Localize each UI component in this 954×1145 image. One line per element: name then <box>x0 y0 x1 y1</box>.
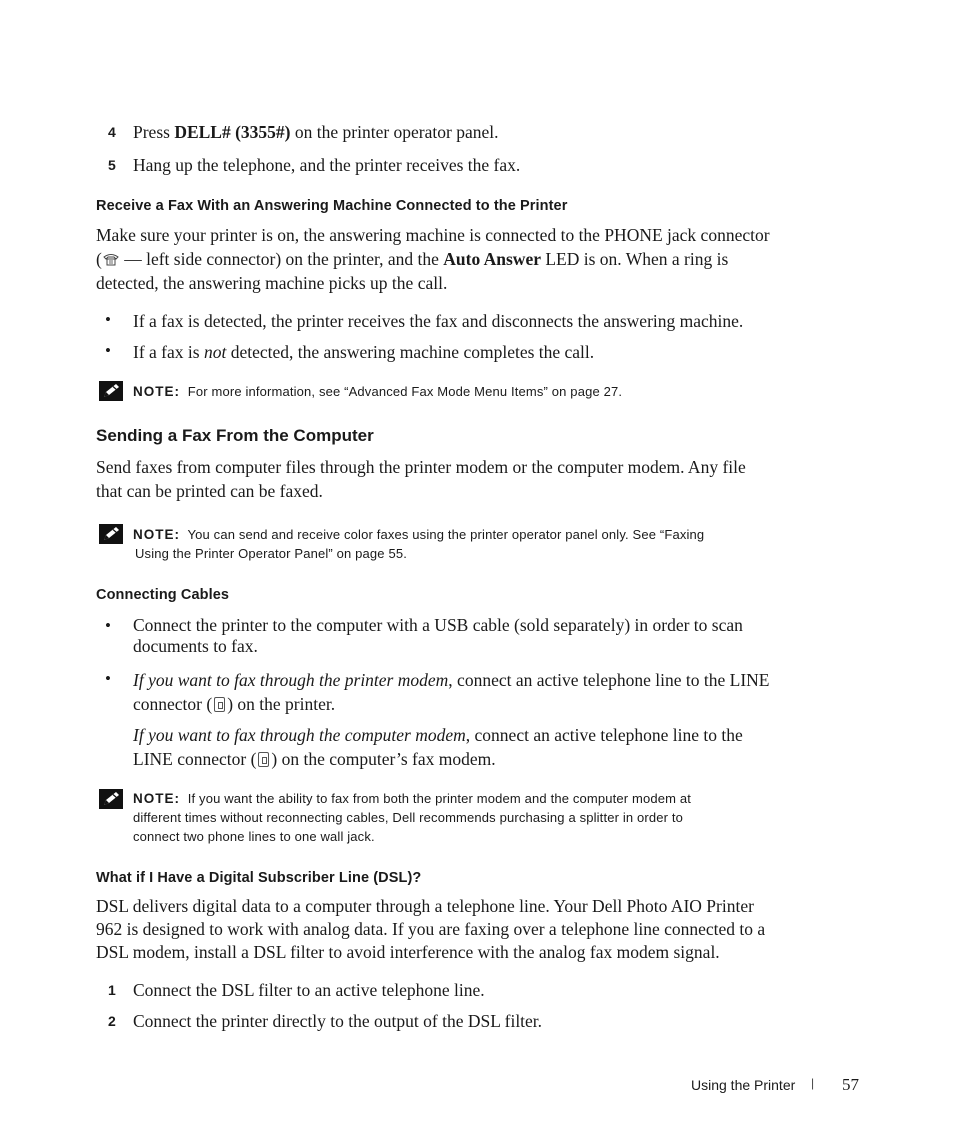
section-heading: Connecting Cables <box>96 587 230 603</box>
section-heading: Receive a Fax With an Answering Machine Connected to the Printer <box>96 198 568 214</box>
step-number: 5 <box>108 157 116 173</box>
line-jack-icon <box>258 752 269 767</box>
paragraph: Send faxes from computer files through the printer modem or the computer modem. Any file that can be printed can be faxed. <box>96 457 746 501</box>
paragraph: Make sure your printer is on, the answering machine is connected to the PHONE jack connector ( — left side connector) on the printer, and the Auto Answer LED is on. When a ring is detected, the answering machine picks up the call. <box>96 225 770 293</box>
step-text: Connect the printer directly to the output of the DSL filter. <box>133 1011 543 1031</box>
section-heading: What if I Have a Digital Subscriber Line (DSL)? <box>96 870 422 886</box>
step-number: 1 <box>108 982 116 998</box>
section-heading: Sending a Fax From the Computer <box>96 426 374 445</box>
step-text: Connect the DSL filter to an active telephone line. <box>133 980 485 1000</box>
footer-section-title: Using the Printer <box>691 1077 796 1093</box>
footer-separator: | <box>811 1076 815 1090</box>
step-number: 4 <box>108 124 116 140</box>
pencil-note-icon <box>99 789 123 809</box>
bullet-marker: • <box>105 669 111 688</box>
paragraph: If you want to fax through the computer modem, connect an active telephone line to the LINE connector ( ) on the computer’s fax modem. <box>133 725 743 769</box>
bullet-text: Connect the printer to the computer with a USB cable (sold separately) in order to scan documents to fax. <box>133 615 743 656</box>
pencil-note-icon <box>99 524 123 544</box>
step-text: Hang up the telephone, and the printer receives the fax. <box>133 155 521 175</box>
bullet-marker: • <box>105 616 111 635</box>
note: NOTE: For more information, see “Advanced Fax Mode Menu Items” on page 27. <box>133 384 623 399</box>
bullet-marker: • <box>105 310 111 329</box>
paragraph: DSL delivers digital data to a computer through a telephone line. Your Dell Photo AIO Printer 962 is designed to work with analog data. If you are faxing over a telephone line connected to a DSL modem, install a DSL filter to avoid interference with the analog fax modem signal. <box>96 896 766 962</box>
bullet-text: If you want to fax through the printer modem, connect an active telephone line to the LINE connector ( ) on the printer. <box>133 670 770 714</box>
bullet-text: If a fax is detected, the printer receives the fax and disconnects the answering machine. <box>133 311 744 331</box>
step-text: Press DELL# (3355#) on the printer operator panel. <box>133 122 499 142</box>
page-number: 57 <box>842 1075 859 1094</box>
pencil-note-icon <box>99 381 123 401</box>
bullet-text: If a fax is not detected, the answering machine completes the call. <box>133 342 595 362</box>
step-number: 2 <box>108 1013 116 1029</box>
line-jack-icon <box>214 697 225 712</box>
phone-jack-icon <box>102 252 120 266</box>
note: NOTE: If you want the ability to fax from both the printer modem and the computer modem at different times without reconnecting cables, Dell recommends purchasing a splitter in order to connect two phone lines to one wall jack. <box>133 791 692 844</box>
bullet-marker: • <box>105 341 111 360</box>
note: NOTE: You can send and receive color faxes using the printer operator panel only. See “Faxing Using the Printer Operator Panel” on page 55. <box>133 527 705 561</box>
